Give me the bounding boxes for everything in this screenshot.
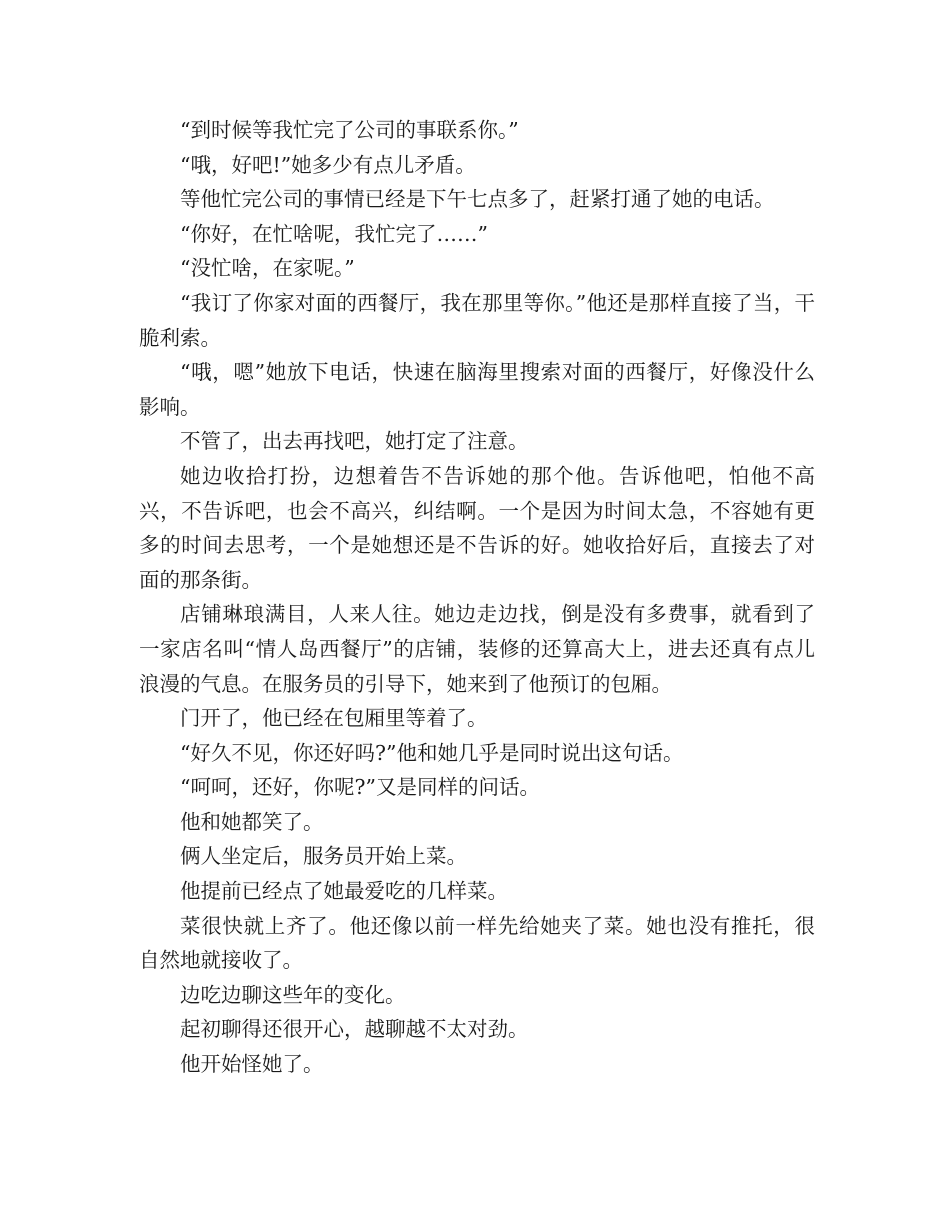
paragraph: “没忙啥，在家呢。” [180,256,355,281]
paragraph: 她边收拾打扮，边想着告不告诉她的那个他。告诉他吧，怕他不高兴，不告诉吧，也会不高兴，纠结啊。一个是因为时间太急，不容她有更多的时间去思考，一个是她想还是不告诉的好。她收拾好后，直接去了对面的那条街。 [139,463,815,592]
paragraph: 他和她都笑了。 [180,809,324,834]
paragraph: 他提前已经点了她最爱吃的几样菜。 [180,879,508,904]
story-text [139,113,815,1082]
paragraph: “到时候等我忙完了公司的事联系你。” [180,118,519,142]
paragraph: “你好，在忙啥呢，我忙完了……” [180,221,488,246]
paragraph: “呵呵，还好，你呢?”又是同样的问话。 [180,775,540,800]
paragraph: 边吃边聊这些年的变化。 [180,982,406,1007]
paragraph: 门开了，他已经在包厢里等着了。 [180,706,488,731]
paragraph: “哦，嗯”她放下电话，快速在脑海里搜索对面的西餐厅，好像没什么影响。 [139,360,815,419]
paragraph: 俩人坐定后，服务员开始上菜。 [180,844,467,869]
paragraph: 起初聊得还很开心，越聊越不太对劲。 [180,1017,529,1042]
paragraph: 店铺琳琅满目，人来人往。她边走边找，倒是没有多费事，就看到了一家店名叫“情人岛西餐厅”的店铺，装修的还算高大上，进去还真有点儿浪漫的气息。在服务员的引导下，她来到了他预订的包厢。 [139,602,815,696]
paragraph: 他开始怪她了。 [180,1052,324,1077]
paragraph: “哦，好吧!”她多少有点儿矛盾。 [180,152,476,177]
paragraph: “好久不见，你还好吗?”他和她几乎是同时说出这句话。 [180,740,684,765]
paragraph: “我订了你家对面的西餐厅，我在那里等你。”他还是那样直接了当，干脆利索。 [139,290,815,350]
paragraph: 菜很快就上齐了。他还像以前一样先给她夹了菜。她也没有推托，很自然地就接收了。 [139,913,815,973]
paragraph: 等他忙完公司的事情已经是下午七点多了，赶紧打通了她的电话。 [180,187,775,212]
paragraph: 不管了，出去再找吧，她打定了注意。 [180,429,529,454]
